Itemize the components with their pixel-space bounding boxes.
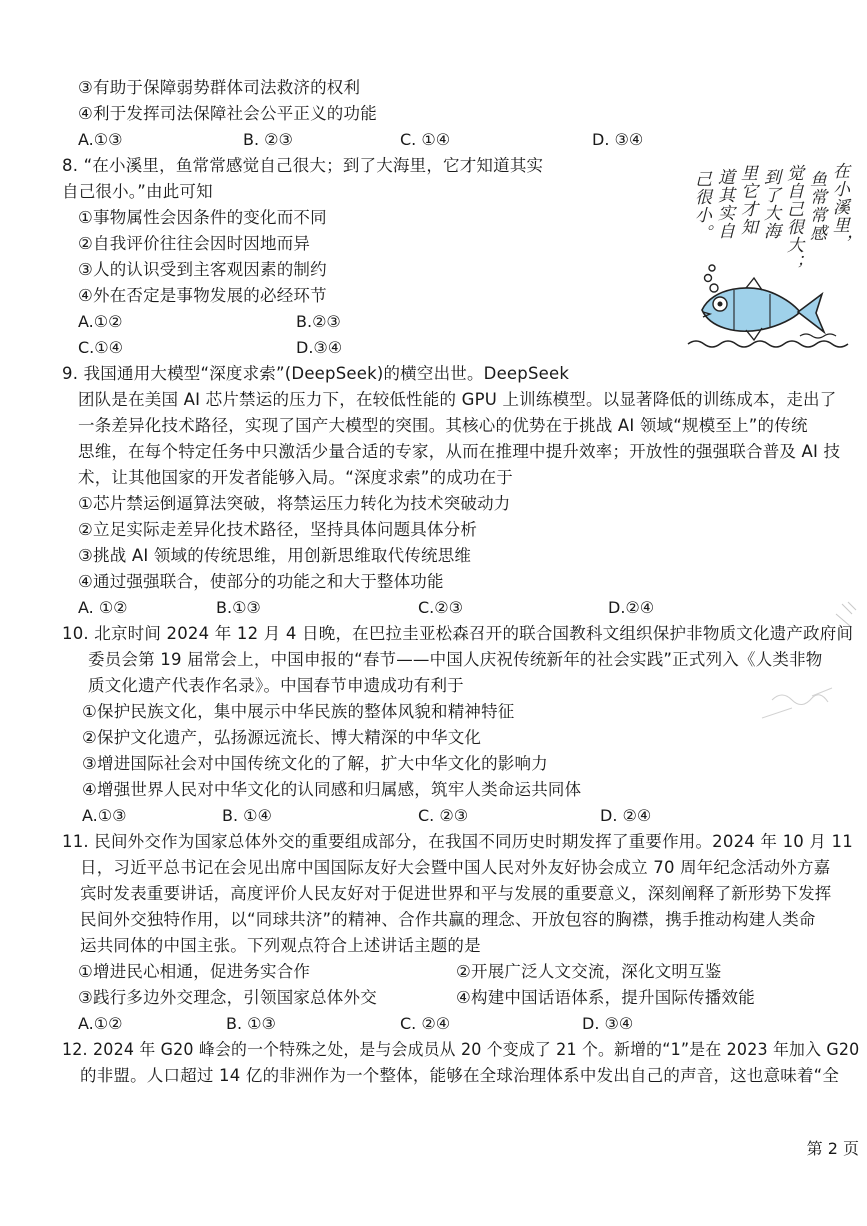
cartoon-text-col-6: 道其实自 <box>714 168 734 240</box>
q8-item-4: ④外在否定是事物发展的必经环节 <box>78 286 327 305</box>
q8-item-3: ③人的认识受到主客观因素的制约 <box>78 260 327 279</box>
q8-stem-line-1: 8. “在小溪里，鱼常常感觉自己很大；到了大海里，它才知道其实 <box>62 156 544 175</box>
q10-option-c: C. ②③ <box>418 806 469 825</box>
q9-item-3: ③挑战 AI 领域的传统思维，用创新思维取代传统思维 <box>78 546 472 565</box>
q8-option-b: B.②③ <box>296 312 341 331</box>
pencil-sketch-mark <box>752 600 862 730</box>
prev-option-b: B. ②③ <box>243 130 293 149</box>
q9-stem-line-4: 思维，在每个特定任务中只激活少量合适的专家，从而在推理中提升效率；开放性的强强联合普及 AI 技 <box>78 442 841 461</box>
cartoon-text-col-4: 到了大海 <box>760 168 780 240</box>
q10-item-4: ④增强世界人民对中华文化的认同感和归属感，筑牢人类命运共同体 <box>82 780 582 799</box>
cartoon-text-col-5: 里它才知 <box>737 164 757 236</box>
q8-option-a: A.①② <box>78 312 123 331</box>
fish-drawing <box>650 160 865 355</box>
q10-option-d: D. ②④ <box>600 806 652 825</box>
q9-item-4: ④通过强强联合，使部分的功能之和大于整体功能 <box>78 572 444 591</box>
q9-item-1: ①芯片禁运倒逼算法突破，将禁运压力转化为技术突破动力 <box>78 494 511 513</box>
q8-item-2: ②自我评价往往会因时因地而异 <box>78 234 311 253</box>
q9-stem-line-5: 术，让其他国家的开发者能够入局。“深度求索”的成功在于 <box>78 468 513 487</box>
q11-option-d: D. ③④ <box>582 1014 634 1033</box>
q9-option-a: A. ①② <box>78 598 128 617</box>
q9-option-c: C.②③ <box>418 598 463 617</box>
q10-stem-line-3: 质文化遗产代表作名录》。中国春节申遗成功有利于 <box>88 676 464 695</box>
cartoon-text-col-3: 觉自己很大； <box>783 164 803 272</box>
q11-item-2: ②开展广泛人文交流，深化文明互鉴 <box>456 962 722 981</box>
q8-option-d: D.③④ <box>296 338 343 357</box>
q12-stem-line-1: 12. 2024 年 G20 峰会的一个特殊之处，是与会成员从 20 个变成了 21 个。新增的“1”是在 2023 年加入 G20 <box>62 1040 860 1059</box>
q10-option-a: A.①③ <box>82 806 127 825</box>
q10-item-3: ③增进国际社会对中国传统文化的了解，扩大中华文化的影响力 <box>82 754 548 773</box>
q9-item-2: ②立足实际走差异化技术路径，坚持具体问题具体分析 <box>78 520 478 539</box>
q10-item-1: ①保护民族文化，集中展示中华民族的整体风貌和精神特征 <box>82 702 515 721</box>
q10-option-b: B. ①④ <box>222 806 272 825</box>
q11-stem-line-1: 11. 民间外交作为国家总体外交的重要组成部分，在我国不同历史时期发挥了重要作用。2024 年 10 月 11 <box>62 832 853 851</box>
q11-stem-line-2: 日，习近平总书记在会见出席中国国际友好大会暨中国人民对外友好协会成立 70 周年纪念活动外方嘉 <box>80 858 831 877</box>
q11-option-b: B. ①③ <box>226 1014 276 1033</box>
q11-option-c: C. ②④ <box>400 1014 451 1033</box>
q9-stem-line-1: 9. 我国通用大模型“深度求索”(DeepSeek)的横空出世。DeepSeek <box>62 364 570 383</box>
prev-item-3: ③有助于保障弱势群体司法救济的权利 <box>78 78 361 97</box>
q9-stem-line-2: 团队是在美国 AI 芯片禁运的压力下，在较低性能的 GPU 上训练模型。以显著降低的训练成本，走出了 <box>78 390 837 409</box>
q12-stem-line-2: 的非盟。人口超过 14 亿的非洲作为一个整体，能够在全球治理体系中发出自己的声音，这也意味着“全 <box>80 1066 840 1085</box>
q8-option-c: C.①④ <box>78 338 123 357</box>
q11-item-4: ④构建中国话语体系，提升国际传播效能 <box>456 988 755 1007</box>
q8-stem-line-2: 自己很小。”由此可知 <box>62 182 213 201</box>
q10-stem-line-2: 委员会第 19 届常会上，中国申报的“春节——中国人庆祝传统新年的社会实践”正式列入《人类非物 <box>88 650 823 669</box>
q11-item-1: ①增进民心相通，促进务实合作 <box>78 962 311 981</box>
q11-item-3: ③践行多边外交理念，引领国家总体外交 <box>78 988 377 1007</box>
cartoon-text-col-7: 己很小。 <box>691 170 711 242</box>
q10-stem-line-1: 10. 北京时间 2024 年 12 月 4 日晚，在巴拉圭亚松森召开的联合国教科文组织保护非物质文化遗产政府间 <box>62 624 854 643</box>
prev-option-d: D. ③④ <box>592 130 644 149</box>
q10-item-2: ②保护文化遗产，弘扬源远流长、博大精深的中华文化 <box>82 728 482 747</box>
q11-stem-line-4: 民间外交独特作用，以“同球共济”的精神、合作共赢的理念、开放包容的胸襟，携手推动构建人类命 <box>80 910 816 929</box>
q8-item-1: ①事物属性会因条件的变化而不同 <box>78 208 327 227</box>
cartoon-text-col-1: 在小溪里， <box>829 162 849 252</box>
q9-option-d: D.②④ <box>608 598 655 617</box>
q9-option-b: B.①③ <box>216 598 261 617</box>
q11-option-a: A.①② <box>78 1014 123 1033</box>
cartoon-text-col-2: 鱼常常感 <box>806 170 826 242</box>
prev-option-a: A.①③ <box>78 130 123 149</box>
prev-item-4: ④利于发挥司法保障社会公平正义的功能 <box>78 104 377 123</box>
q9-stem-line-3: 一条差异化技术路径，实现了国产大模型的突围。其核心的优势在于挑战 AI 领域“规模至上”的传统 <box>78 416 808 435</box>
q11-stem-line-5: 运共同体的中国主张。下列观点符合上述讲话主题的是 <box>80 936 481 955</box>
fish-cartoon <box>650 160 865 355</box>
page-number: 第 2 页 <box>806 1139 859 1158</box>
prev-option-c: C. ①④ <box>400 130 451 149</box>
q11-stem-line-3: 宾时发表重要讲话，高度评价人民友好对于促进世界和平与发展的重要意义，深刻阐释了新形势下发挥 <box>80 884 832 903</box>
